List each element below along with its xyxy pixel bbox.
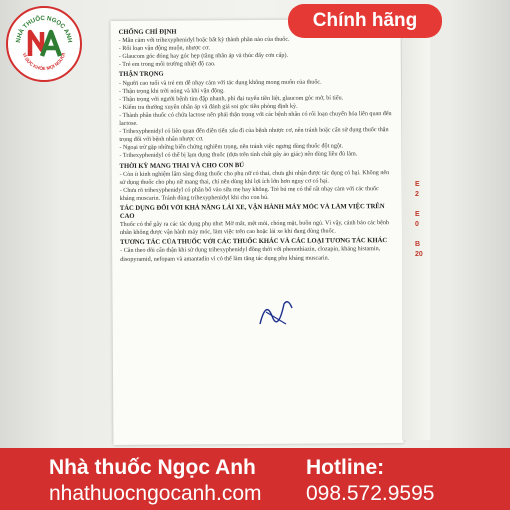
box-edge-code: E 2 E 0 B 20 [415, 181, 423, 258]
section-paragraph: Thuốc có thể gây ra các tác dụng phụ như: Mờ mắt, mệt mỏi, chóng mặt, buồn ngủ. Vì vậy, cảnh báo các bệnh nhân không được vận hành máy móc, làm việc trên cao hoặc lái xe khi đang dùng thuốc. [119, 220, 389, 237]
section-paragraph: - Mẫn cảm với trihexyphenidyl hoặc bất kỳ thành phần nào của thuốc. [118, 36, 290, 45]
section-paragraph: - Thận trọng với người bệnh tim đập nhanh, phì đại tuyến tiền liệt, glaucom góc mở, bí tiểu. [119, 95, 344, 103]
section-paragraph: - Trẻ em trong môi trường nhiệt độ cao. [118, 61, 216, 69]
section-paragraph: - Chưa rõ trihexyphenidyl có phân bố vào sữa mẹ hay không. Trẻ bú mẹ có thể rất nhạy cảm với các thuốc kháng muscarin. Tránh dùng trihexyphenidyl khi cho con bú. [119, 185, 379, 202]
hotline-number[interactable]: 098.572.9595 [306, 482, 435, 505]
section-paragraph: - Trihexyphenidyl có liên quan đến diễn tiến xấu đi của bệnh nhược cơ, nên tránh hoặc cẩn sử dụng thuốc thận trọng đối với bệnh nhân nhược cơ. [119, 127, 389, 144]
section-heading: CHỐNG CHỈ ĐỊNH [118, 28, 177, 36]
footer-banner [0, 448, 510, 510]
section-paragraph: - Kiểm tra thường xuyên nhãn áp và đánh giá soi góc tiền phòng định kỳ. [119, 103, 298, 111]
store-name: Nhà thuốc Ngọc Anh [49, 456, 256, 479]
pharmacy-logo [6, 6, 82, 82]
section-paragraph: - Rối loạn vận động muộn, nhược cơ. [118, 45, 210, 53]
section-paragraph: - Thành phần thuốc có chứa lactose nên phải thận trọng với các bệnh nhân có rối loạn chuyển hóa liên quan đến lactose. [119, 110, 392, 127]
section-paragraph: - Còn ít kinh nghiệm lâm sàng dùng thuốc cho phụ nữ có thai, chưa ghi nhận được tác dụng có hại. Không nên sử dụng thuốc cho phụ nữ mang thai, chỉ nên dùng khi lợi ích lớn hơn nguy cơ có hại. [119, 169, 390, 186]
section-paragraph: - Cần theo dõi cẩn thận khi sử dụng trihexyphenidyl đồng thời với phenothiazin, clozapin, kháng histamin, disopyramid, nefopam và amantadin vì có thể làm tăng tác dụng phụ kháng muscarin. [120, 246, 381, 263]
section-heading: TÁC DỤNG ĐỐI VỚI KHẢ NĂNG LÁI XE, VẬN HÀNH MÁY MÓC VÀ LÀM VIỆC TRÊN CAO [119, 203, 385, 221]
store-url[interactable]: nhathuocngocanh.com [49, 482, 262, 505]
package-leaflet [111, 19, 404, 445]
signature-mark [256, 294, 296, 334]
section-paragraph: - Người cao tuổi và trẻ em dễ nhạy cảm với tác dụng không mong muốn của thuốc. [118, 79, 322, 87]
hotline-label: Hotline: [306, 456, 385, 479]
logo-icon [8, 8, 80, 80]
section-heading: THỜI KỲ MANG THAI VÀ CHO CON BÚ [119, 161, 245, 170]
section-paragraph: - Ngoại trừ gặp những biến chứng nghiêm trọng, nên tránh việc ngưng dùng thuốc đột ngột. [119, 143, 344, 152]
svg-text:VÌ SỨC KHỎE MỌI NGƯỜI: VÌ SỨC KHỎE MỌI NGƯỜI [21, 52, 67, 72]
leaflet-text [111, 19, 403, 264]
svg-text:NHÀ THUỐC NGỌC ANH: NHÀ THUỐC NGỌC ANH [14, 14, 74, 44]
section-heading: TƯƠNG TÁC CỦA THUỐC VỚI CÁC THUỐC KHÁC VÀ CÁC LOẠI TƯƠNG TÁC KHÁC [120, 237, 388, 247]
section-paragraph: - Trihexyphenidyl có thể bị lạm dụng thuốc (dựa trên tính chất gây ảo giác) nên dùng liều đủ làm. [119, 151, 358, 160]
section-paragraph: - Glaucom góc đóng hay góc hẹp (tăng nhãn áp và thúc đẩy cơn cấp). [118, 53, 289, 61]
authentic-badge: Chính hãng [288, 4, 442, 38]
section-paragraph: - Thận trọng khi trời nóng và khi vận động. [118, 87, 225, 95]
section-heading: THẬN TRỌNG [118, 71, 164, 79]
